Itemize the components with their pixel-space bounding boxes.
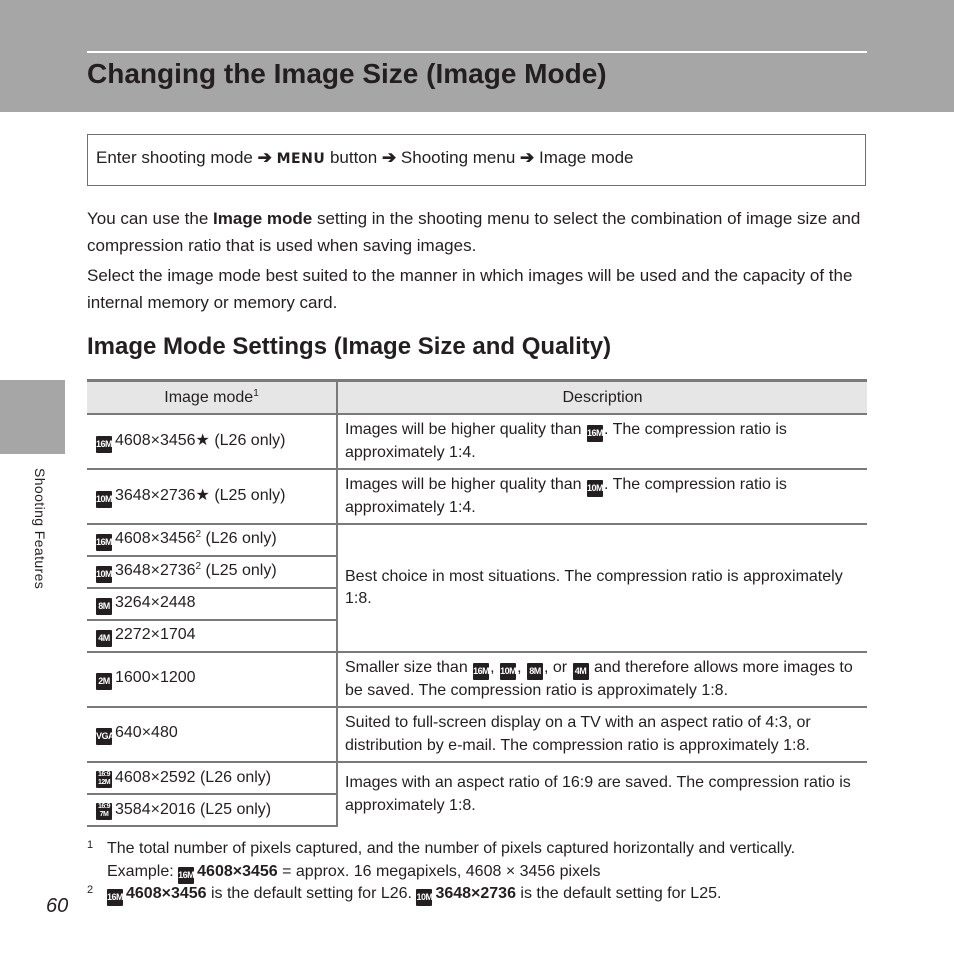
description-cell: Best choice in most situations. The compression ratio is approximately 1:8.	[337, 524, 867, 652]
nav-step-button: button	[329, 148, 378, 167]
image-mode-term: Image mode	[213, 209, 313, 228]
image-mode-16m-star-icon: 16M★	[96, 436, 112, 453]
table-row	[87, 469, 867, 524]
nav-step-shooting-menu: Shooting menu	[400, 148, 516, 167]
intro-paragraph-2: Select the image mode best suited to the manner in which images will be used and the capacity of the internal memory or memory card.	[87, 266, 853, 312]
image-mode-16m-icon: 16M	[107, 889, 123, 906]
column-header-description: Description	[337, 381, 867, 415]
description-cell: Images will be higher quality than 16M. The compression ratio is approximately 1:4.	[337, 414, 867, 469]
table-row	[87, 707, 867, 762]
mode-cell: 4M 2272×1704	[87, 620, 337, 652]
image-mode-8m-icon: 8M	[96, 598, 112, 615]
nav-step-shooting-mode: Enter shooting mode	[96, 148, 253, 167]
side-tab	[0, 380, 65, 454]
header-rule	[87, 51, 867, 53]
image-mode-vga-icon: VGA	[96, 728, 112, 745]
mode-cell: 8M 3264×2448	[87, 588, 337, 620]
image-mode-10m-icon: 10M	[416, 889, 432, 906]
description-cell: Images with an aspect ratio of 16:9 are saved. The compression ratio is approximately 1:8.	[337, 762, 867, 826]
footnote-2-mark: 2	[87, 884, 94, 896]
image-mode-8m-icon: 8M	[527, 663, 543, 680]
column-header-image-mode: Image mode$^1$	[87, 381, 337, 415]
description-cell: Images will be higher quality than 10M. The compression ratio is approximately 1:4.	[337, 469, 867, 524]
image-mode-16-9-7m-icon: 16:9 7M	[97, 802, 110, 818]
intro-paragraph-1: You can use the Image mode setting in the shooting menu to select the combination of image size and compression ratio that is used when saving images.	[87, 209, 861, 255]
mode-cell: 16:9 7M 3584×2016 (L25 only)	[87, 794, 337, 826]
image-mode-10m-icon: 10M	[500, 663, 516, 680]
page-title: Changing the Image Size (Image Mode)	[87, 58, 607, 89]
mode-cell: 10M★3648×2736★ (L25 only)	[87, 469, 337, 524]
footnote-1-example: Example: 16M 4608×3456 = approx. 16 megapixels, 4608 × 3456 pixels	[107, 861, 795, 884]
footnote-2-text: 16M 4608×3456 is the default setting for L26. 10M 3648×2736 is the default setting for L25.	[107, 883, 721, 906]
image-mode-4m-icon: 4M	[573, 663, 589, 680]
description-cell: Suited to full-screen display on a TV with an aspect ratio of 4:3, or distribution by e-mail. The compression ratio is approximately 1:8.	[337, 707, 867, 762]
footnote-1-text: The total number of pixels captured, and the number of pixels captured horizontally and vertically.	[107, 840, 796, 857]
image-mode-2m-icon: 2M	[96, 673, 112, 690]
mode-cell: 16M $4608\times 3456^2$ (L26 only)	[87, 524, 337, 556]
image-mode-16m-icon: 16M	[96, 534, 112, 551]
arrow-right-icon: ➔	[520, 148, 535, 167]
menu-button-icon: MENU	[276, 151, 326, 167]
page-number: 60	[46, 895, 69, 917]
mode-cell: VGA640×480	[87, 707, 337, 762]
nav-step-image-mode: Image mode	[539, 148, 634, 167]
image-mode-10m-star-icon: 10M★	[96, 491, 112, 508]
mode-cell: 16M★4608×3456★ (L26 only)	[87, 414, 337, 469]
table-row	[87, 414, 867, 469]
image-mode-16m-icon: 16M	[473, 663, 489, 680]
table-row	[87, 762, 867, 794]
section-title: Image Mode Settings (Image Size and Quality)	[87, 333, 612, 360]
image-mode-16m-icon: 16M	[178, 867, 194, 884]
image-mode-16m-icon: 16M	[587, 425, 603, 442]
footnote-1-mark: 1	[87, 839, 94, 851]
mode-cell: 16:9 12M 4608×2592 (L26 only)	[87, 762, 337, 794]
navigation-path	[96, 148, 634, 168]
image-mode-4m-icon: 4M	[96, 630, 112, 647]
side-tab-label: Shooting Features	[32, 468, 48, 590]
image-mode-16-9-12m-icon: 16:9 12M	[97, 770, 111, 786]
table-row	[87, 652, 867, 707]
navigation-path-box	[87, 134, 866, 186]
arrow-right-icon: ➔	[257, 148, 272, 167]
mode-cell: 10M $3648\times 2736^2$ (L25 only)	[87, 556, 337, 588]
image-mode-10m-icon: 10M	[96, 566, 112, 583]
description-cell: Smaller size than 16M, 10M, 8M , or 4M and therefore allows more images to be saved. The compression ratio is approximately 1:8.	[337, 652, 867, 707]
image-mode-table	[87, 379, 867, 827]
table-row	[87, 524, 867, 556]
mode-cell: 2M 1600×1200	[87, 652, 337, 707]
image-mode-10m-icon: 10M	[587, 480, 603, 497]
arrow-right-icon: ➔	[381, 148, 397, 167]
header-band	[0, 0, 954, 112]
